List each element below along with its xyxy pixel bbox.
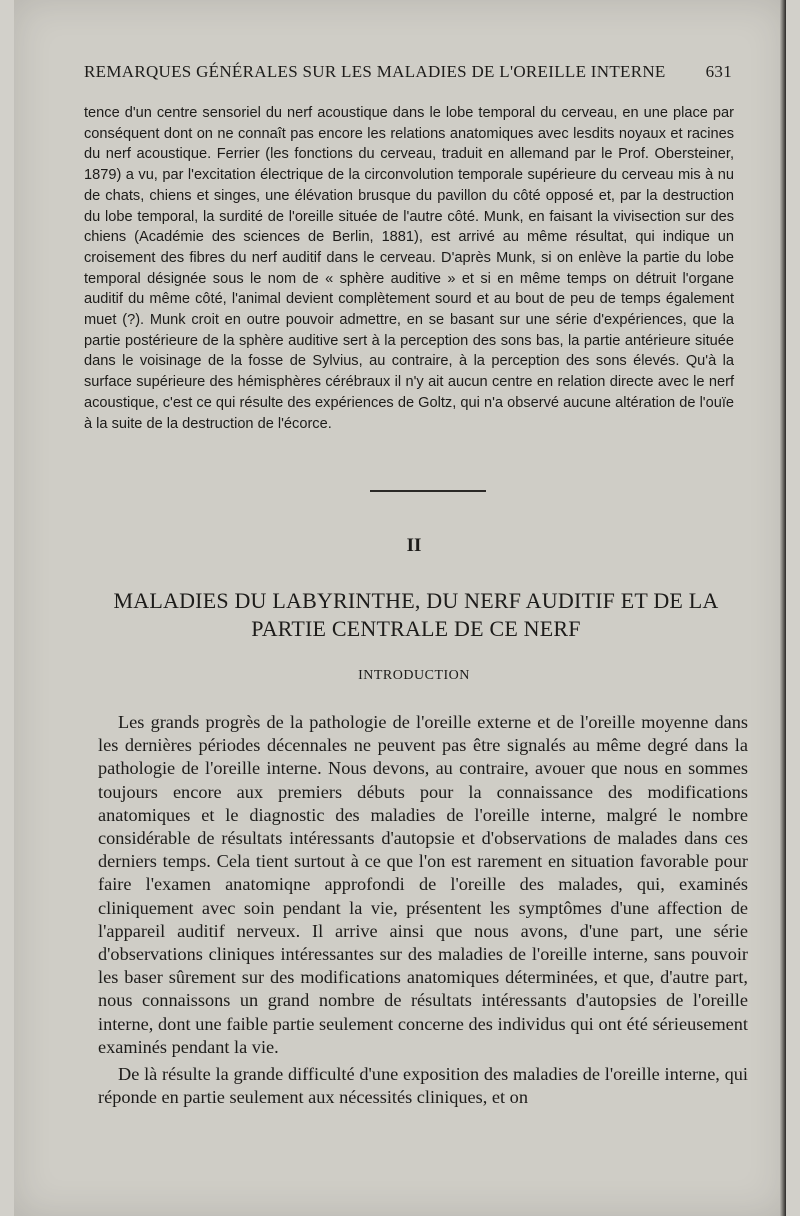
- page-number: 631: [705, 62, 732, 81]
- section-title: MALADIES DU LABYRINTHE, DU NERF AUDITIF ET DE LA PARTIE CENTRALE DE CE NERF: [113, 588, 719, 641]
- section-subheading: INTRODUCTION: [358, 668, 470, 683]
- body-paragraph: Les grands progrès de la pathologie de l'oreille externe et de l'oreille moyenne dans les dernières périodes décennales ne peuvent pas être signalés au même degré dans la pathologie de l'oreille interne. Nous devons, au contraire, avouer que nous en sommes toujours encore aux premiers débuts pour la connaissance des modifications anatomiques et le diagnostic des maladies de l'oreille interne, malgré le nombre considérable de résultats intéressants d'autopsie et d'observations de malades dans ces derniers temps. Cela tient surtout à ce que l'on est rarement en situation favorable pour faire l'examen anatomiqne approfondi de l'oreille des malades, qui, examinés cliniquement avec soin pendant la vie, présentent les symptômes d'une affection de l'appareil auditif nerveux. Il arrive ainsi que nous avons, d'une part, une série d'observations cliniques intéressantes sur des maladies de l'oreille interne, sans pouvoir les baser sûrement sur des modifications anatomiques déterminées, et que, d'autre part, nous connaissons un grand nombre de résultats intéressants d'autopsies de l'oreille interne, dont une faible partie seulement concerne des individus qui ont été sérieusement examinés pendant la vie.: [98, 712, 748, 1057]
- body-paragraph: De là résulte la grande difficulté d'une exposition des maladies de l'oreille interne, qui réponde en partie seulement aux nécessités cliniques, et on: [98, 1064, 748, 1108]
- running-title: REMARQUES GÉNÉRALES SUR LES MALADIES DE L'OREILLE INTERNE: [84, 62, 666, 81]
- book-page: [14, 0, 786, 1216]
- section-number: II: [406, 535, 422, 556]
- continued-paragraph-block: [84, 103, 734, 434]
- continued-paragraph: tence d'un centre sensoriel du nerf acoustique dans le lobe temporal du cerveau, en une place par conséquent dont on ne connaît pas encore les relations anatomiques avec lesdits noyaux et racines du nerf acoustique. Ferrier (les fonctions du cerveau, traduit en allemand par le Prof. Obersteiner, 1879) a vu, par l'excitation électrique de la circonvolution temporale supérieure du cerveau mis à nu de chats, chiens et singes, une élévation brusque du pavillon du côté opposé et, par la destruction du lobe temporal, la surdité de l'oreille située de l'autre côté. Munk, en faisant la vivisection sur des chiens (Académie des sciences de Berlin, 1881), est arrivé au même résultat, qui indique un croisement des fibres du nerf auditif dans le cerveau. D'après Munk, si on enlève la partie du lobe temporal désignée sous le nom de « sphère auditive » et si en même temps on détruit l'organe auditif du même côté, l'animal devient complètement sourd et au bout de peu de temps également muet (?). Munk croit en outre pouvoir admettre, en se basant sur une série d'expériences, que la partie postérieure de la sphère auditive sert à la perception des sons bas, la partie antérieure située dans le voisinage de la fosse de Sylvius, au contraire, à la perception des sons élevés. Qu'à la surface supérieure des hémisphères cérébraux il n'y ait aucun centre en relation directe avec le nerf acoustique, c'est ce qui résulte des expériences de Goltz, qui n'a observé aucune altération de l'ouïe à la suite de la destruction de l'écorce.: [84, 105, 734, 432]
- body-text: [98, 711, 748, 1109]
- running-head: [84, 62, 732, 82]
- section-divider: [370, 490, 486, 492]
